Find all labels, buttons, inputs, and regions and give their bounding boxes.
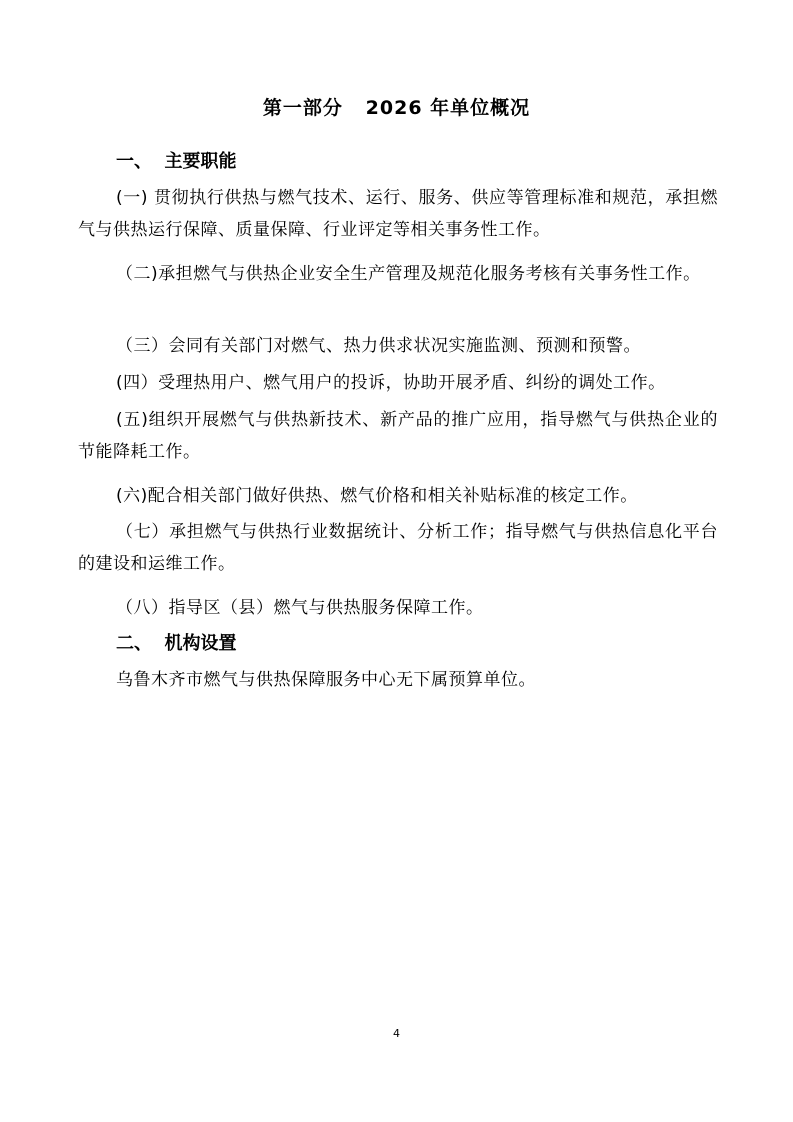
paragraph-organization: 乌鲁木齐市燃气与供热保障服务中心无下属预算单位。 [116, 670, 536, 690]
section-heading-main-functions: 一、 主要职能 [116, 151, 237, 172]
paragraph-function-2: （二)承担燃气与供热企业安全生产管理及规范化服务考核有关事务性工作。 [116, 264, 701, 284]
paragraph-function-4: (四）受理热用户、燃气用户的投诉，协助开展矛盾、纠纷的调处工作。 [116, 373, 666, 393]
section-heading-organization: 二、 机构设置 [116, 633, 237, 654]
paragraph-function-7: （七）承担燃气与供热行业数据统计、分析工作；指导燃气与供热信息化平台的建设和运维工作。 [78, 522, 718, 574]
paragraph-function-3: （三）会同有关部门对燃气、热力供求状况实施监测、预测和预警。 [116, 336, 641, 356]
paragraph-function-8: （八）指导区（县）燃气与供热服务保障工作。 [116, 598, 484, 618]
paragraph-function-6: (六)配合相关部门做好供热、燃气价格和相关补贴标准的核定工作。 [116, 486, 638, 506]
paragraph-function-5: (五)组织开展燃气与供热新技术、新产品的推广应用，指导燃气与供热企业的节能降耗工作。 [78, 410, 718, 462]
paragraph-function-1: (一) 贯彻执行供热与燃气技术、运行、服务、供应等管理标准和规范，承担燃气与供热运行保障、质量保障、行业评定等相关事务性工作。 [78, 188, 718, 240]
page-number: 4 [393, 1027, 400, 1040]
page-title: 第一部分 2026 年单位概况 [262, 97, 531, 119]
